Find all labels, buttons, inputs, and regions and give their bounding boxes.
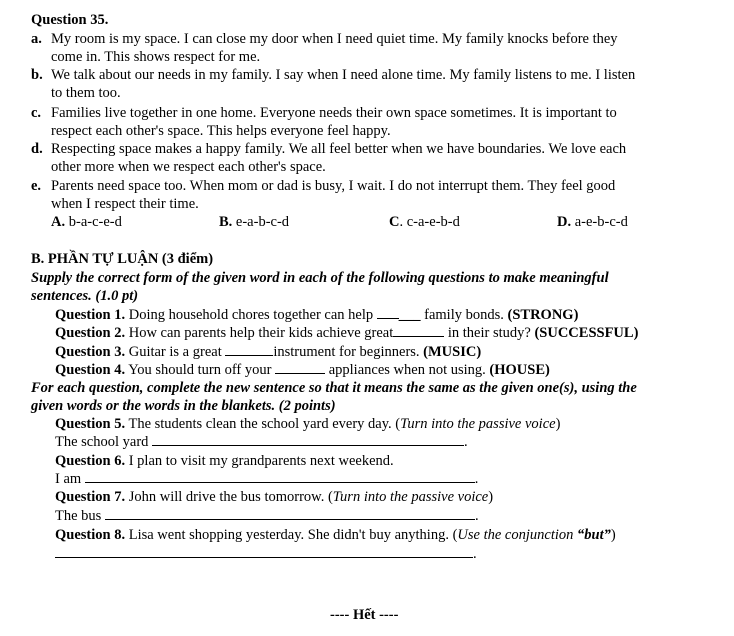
answer-line[interactable]: [85, 470, 475, 483]
question-35-title: Question 35.: [31, 12, 109, 28]
instruction-1-line2: sentences. (1.0 pt): [31, 288, 139, 304]
item-d-cont: other more when we respect each other's space.: [51, 159, 326, 175]
end-mark: ---- Hết ----: [330, 607, 399, 623]
part-b-heading: B. PHẦN TỰ LUẬN (3 điểm): [31, 251, 214, 267]
question-6-answer: I am .: [55, 471, 479, 487]
item-label: b.: [31, 67, 43, 83]
instruction-2-line1: For each question, complete the new sentence so that it means the same as the given one(s), using the: [31, 380, 637, 396]
item-label: a.: [31, 31, 42, 47]
question-label: Question 2.: [55, 325, 126, 341]
option-letter: B.: [219, 214, 233, 230]
question-3: Question 3. Guitar is a great instrument for beginners. (MUSIC): [55, 344, 482, 360]
option-letter: A.: [51, 214, 66, 230]
given-word: (STRONG): [507, 307, 579, 323]
question-7-answer: The bus .: [55, 508, 479, 524]
option-letter: C: [389, 214, 400, 230]
option-text: e-a-b-c-d: [235, 214, 290, 230]
instruction-1-line1: Supply the correct form of the given word in each of the following questions to make meaningful: [31, 270, 609, 286]
answer-blank[interactable]: [225, 343, 273, 356]
option-a: [51, 213, 122, 231]
answer-blank[interactable]: [393, 324, 444, 337]
question-label: Question 4.: [55, 362, 126, 378]
option-text: a-e-b-c-d: [574, 214, 628, 230]
question-label: Question 6.: [55, 453, 126, 469]
given-word: (SUCCESSFUL): [534, 325, 639, 341]
answer-start: The bus: [55, 508, 102, 524]
item-c-cont: respect each other's space. This helps everyone feel happy.: [51, 123, 391, 139]
item-text: My room is my space. I can close my door when I need quiet time. My family knocks before they: [51, 31, 618, 47]
item-text: Parents need space too. When mom or dad is busy, I wait. I do not interrupt them. They feel good: [51, 178, 616, 194]
instruction-2-line2: given words or the words in the blankets. (2 points): [31, 398, 336, 414]
item-label: e.: [31, 178, 42, 194]
item-text: We talk about our needs in my family. I say when I need alone time. My family listens to me. I listen: [51, 67, 636, 83]
question-label: Question 7.: [55, 489, 126, 505]
hint: Turn into the passive voice: [332, 489, 489, 505]
item-a: [31, 30, 618, 48]
item-b: [31, 66, 635, 84]
hint: Turn into the passive voice: [400, 416, 556, 432]
item-c: [31, 104, 617, 122]
answer-start: I am: [55, 471, 82, 487]
item-e-cont: when I respect their time.: [51, 196, 199, 212]
option-d: [557, 213, 628, 231]
answer-blank[interactable]: [275, 361, 325, 374]
option-b: [219, 213, 289, 231]
question-4: Question 4. You should turn off your appliances when not using. (HOUSE): [55, 362, 550, 378]
question-8: Question 8. Lisa went shopping yesterday. She didn't buy anything. (Use the conjunction “but”): [55, 527, 616, 543]
option-text: b-a-c-e-d: [68, 214, 122, 230]
question-label: Question 5.: [55, 416, 126, 432]
given-word: (HOUSE): [489, 362, 550, 378]
answer-start: The school yard: [55, 434, 149, 450]
conjunction: “but”: [577, 527, 611, 543]
question-5: Question 5. The students clean the school yard every day. (Turn into the passive voice): [55, 416, 561, 432]
answer-line[interactable]: [105, 507, 475, 520]
question-1: Question 1. Doing household chores together can help ___ family bonds. (STRONG): [55, 307, 579, 323]
question-5-answer: The school yard .: [55, 434, 468, 450]
answer-blank[interactable]: [377, 306, 399, 319]
answer-blank-bold: ___: [398, 307, 421, 323]
item-a-cont: come in. This shows respect for me.: [51, 49, 261, 65]
question-label: Question 1.: [55, 307, 126, 323]
option-c: [389, 213, 460, 231]
question-6: Question 6. I plan to visit my grandparents next weekend.: [55, 453, 394, 469]
option-text: . c-a-e-b-d: [399, 214, 460, 230]
item-label: d.: [31, 141, 43, 157]
item-b-cont: to them too.: [51, 85, 121, 101]
item-text: Respecting space makes a happy family. We all feel better when we have boundaries. We love each: [51, 141, 627, 157]
item-e: [31, 177, 615, 195]
hint: Use the conjunction: [457, 527, 578, 543]
given-word: (MUSIC): [423, 344, 482, 360]
item-label: c.: [31, 105, 42, 121]
answer-line[interactable]: [152, 433, 464, 446]
question-7: Question 7. John will drive the bus tomorrow. (Turn into the passive voice): [55, 489, 494, 505]
option-letter: D.: [557, 214, 572, 230]
question-label: Question 3.: [55, 344, 126, 360]
question-label: Question 8.: [55, 527, 126, 543]
item-text: Families live together in one home. Everyone needs their own space sometimes. It is important to: [51, 105, 617, 121]
item-d: [31, 140, 626, 158]
question-8-answer: .: [55, 545, 477, 563]
question-2: Question 2. How can parents help their kids achieve great in their study? (SUCCESSFUL): [55, 325, 639, 341]
answer-line[interactable]: [55, 545, 473, 558]
